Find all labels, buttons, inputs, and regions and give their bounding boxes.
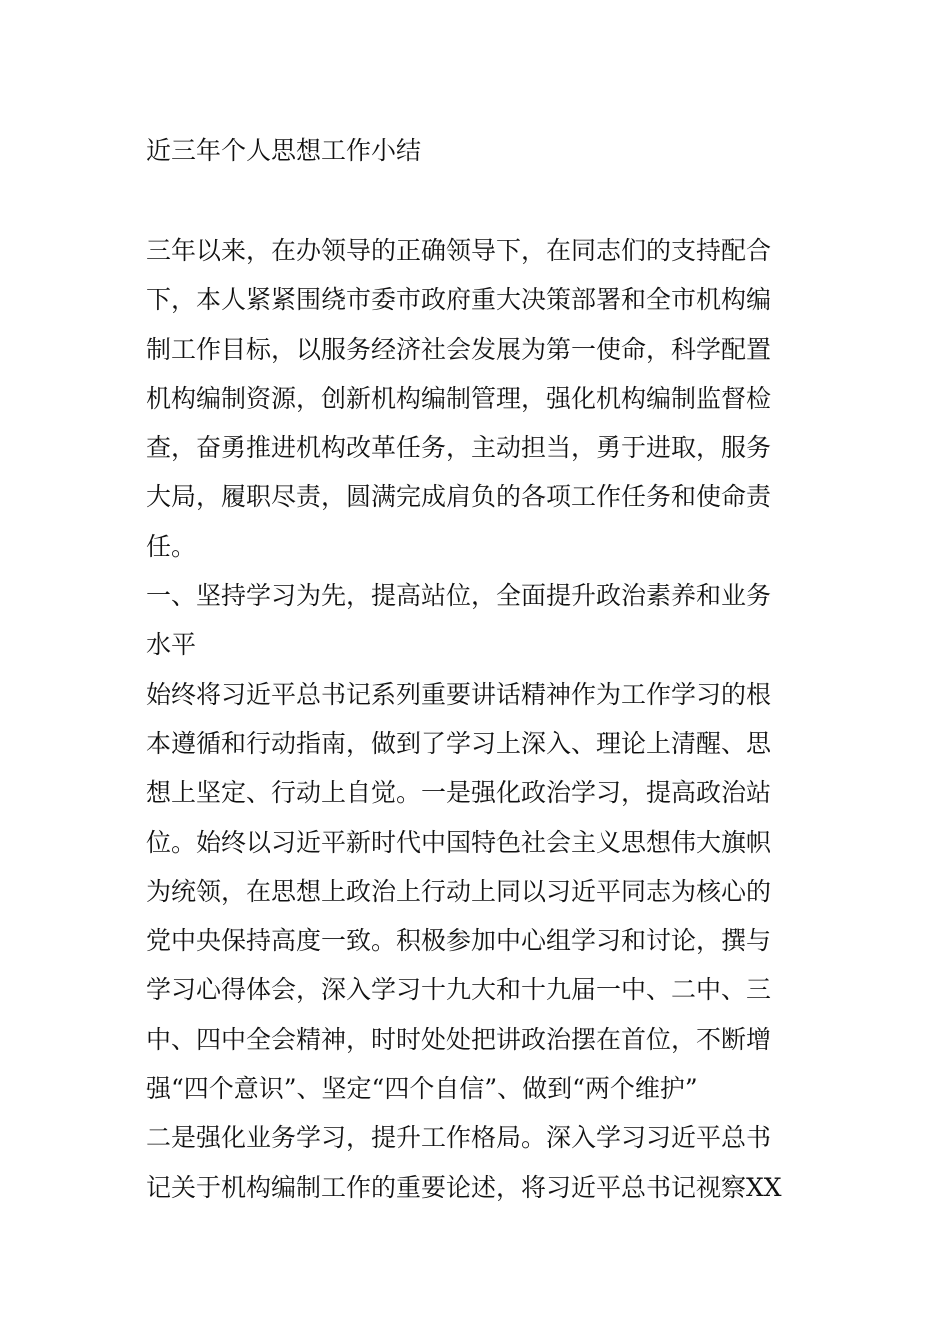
body-line: 二是强化业务学习，提升工作格局。深入学习习近平总书 <box>146 1123 772 1153</box>
body-line: 下，本人紧紧围绕市委市政府重大决策部署和全市机构编 <box>146 285 772 315</box>
body-line: 查，奋勇推进机构改革任务，主动担当，勇于进取，服务 <box>146 433 772 463</box>
body-line: 大局，履职尽责，圆满完成肩负的各项工作任务和使命责 <box>146 482 772 512</box>
body-line: 强“四个意识”、坚定“四个自信”、做到“两个维护” <box>146 1074 698 1104</box>
body-line: 本遵循和行动指南，做到了学习上深入、理论上清醒、思 <box>146 728 772 758</box>
body-line: 始终将习近平总书记系列重要讲话精神作为工作学习的根 <box>146 679 772 709</box>
body-line: 党中央保持高度一致。积极参加中心组学习和讨论，撰与 <box>146 926 772 956</box>
body-line: 机构编制资源，创新机构编制管理，强化机构编制监督检 <box>146 383 772 413</box>
section-heading-line: 水平 <box>146 630 197 660</box>
document-body <box>146 232 811 1218</box>
document-title: 近三年个人思想工作小结 <box>146 136 422 165</box>
body-line: 位。始终以习近平新时代中国特色社会主义思想伟大旗帜 <box>146 827 772 857</box>
body-line: 中、四中全会精神，时时处处把讲政治摆在首位，不断增 <box>146 1024 772 1054</box>
body-line: 记关于机构编制工作的重要论述，将习近平总书记视察XX <box>146 1172 782 1202</box>
body-line: 三年以来，在办领导的正确领导下，在同志们的支持配合 <box>146 236 772 265</box>
body-line: 学习心得体会，深入学习十九大和十九届一中、二中、三 <box>146 975 772 1005</box>
body-line: 制工作目标，以服务经济社会发展为第一使命，科学配置 <box>146 334 772 364</box>
body-line: 为统领，在思想上政治上行动上同以习近平同志为核心的 <box>146 876 772 906</box>
body-line: 任。 <box>146 531 197 561</box>
body-line: 想上坚定、行动上自觉。一是强化政治学习，提高政治站 <box>146 778 772 808</box>
section-heading-line: 一、坚持学习为先，提高站位，全面提升政治素养和业务 <box>146 581 772 611</box>
